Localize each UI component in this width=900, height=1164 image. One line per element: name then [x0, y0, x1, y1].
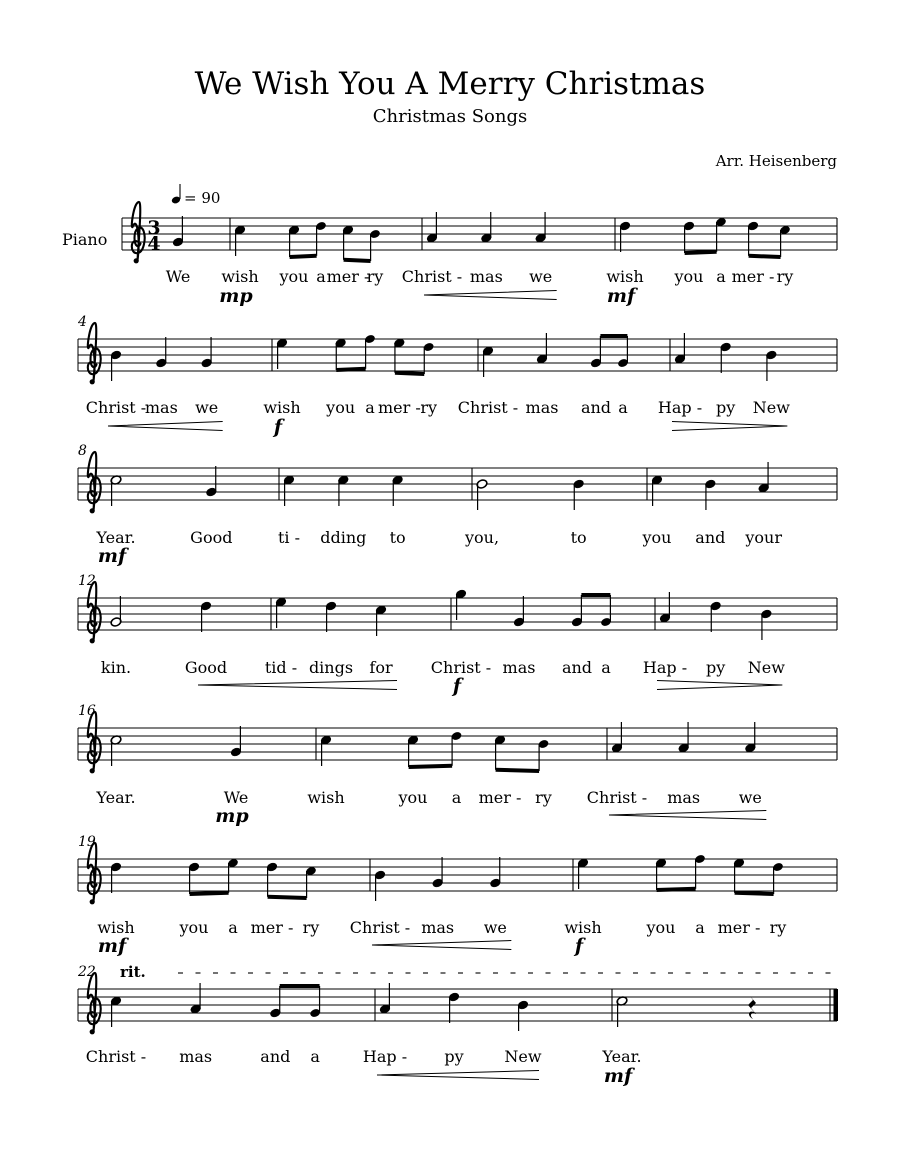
lyric-syllable: ti - [277, 528, 301, 547]
lyric-syllable: mer - [478, 788, 522, 807]
dynamic-marking: f [574, 935, 584, 957]
lyric-syllable: Christ - [430, 658, 492, 677]
lyric-syllable: mer - [731, 267, 775, 286]
lyric-syllable: mas [667, 788, 701, 807]
eighth-beam [735, 893, 774, 894]
measure-number: 16 [78, 703, 96, 719]
measure-number: 4 [78, 314, 87, 330]
lyric-syllable: Christ - [85, 398, 147, 417]
lyric-syllable: ry [420, 398, 438, 417]
lyric-syllable: mer - [250, 918, 294, 937]
lyric-syllable: and [695, 528, 726, 547]
lyric-syllable: and [580, 398, 612, 417]
lyric-syllable: a [310, 1047, 320, 1066]
lyric-syllable: you [279, 267, 309, 286]
lyric-syllable: wish [97, 918, 135, 937]
lyric-syllable: Year. [96, 528, 136, 547]
lyric-syllable: Christ - [85, 1047, 147, 1066]
treble-clef-tail-icon [90, 508, 95, 513]
lyric-syllable: New [747, 658, 785, 677]
lyric-syllable: mas [421, 918, 455, 937]
lyric-syllable: and [260, 1047, 291, 1066]
lyric-syllable: you [642, 528, 672, 547]
lyric-syllable: ry [769, 918, 787, 937]
lyric-syllable: New [504, 1047, 542, 1066]
lyric-syllable: ry [366, 267, 384, 286]
lyric-syllable: a [695, 918, 705, 937]
ritardando-text: rit. [120, 963, 146, 981]
lyric-syllable: your [745, 528, 782, 547]
lyric-syllable: mas [144, 398, 178, 417]
lyric-syllable: dings [308, 658, 354, 677]
lyric-syllable: Year. [96, 788, 136, 807]
lyric-syllable: to [570, 528, 587, 547]
lyric-syllable: mer - [377, 398, 421, 417]
treble-clef-tail-icon [134, 258, 139, 263]
measure-number: 8 [78, 443, 87, 459]
lyric-syllable: we [529, 267, 553, 286]
treble-clef-tail-icon [90, 899, 95, 904]
eighth-beam [190, 893, 229, 894]
lyric-syllable: mas [179, 1047, 213, 1066]
lyric-syllable: tid - [264, 658, 298, 677]
treble-clef-tail-icon [90, 768, 95, 773]
eighth-beam [290, 256, 317, 257]
time-signature-lower: 4 [147, 233, 161, 255]
lyric-syllable: ry [535, 788, 552, 807]
instrument-name: Piano [62, 230, 108, 249]
lyric-syllable: we [738, 788, 762, 807]
dynamic-marking: f [452, 675, 462, 697]
lyric-syllable: a [365, 398, 375, 417]
lyric-syllable: wish [307, 788, 345, 807]
dynamic-marking: mp [215, 805, 249, 827]
lyric-syllable: you [179, 918, 209, 937]
eighth-beam [344, 260, 371, 261]
lyric-syllable: dding [320, 528, 367, 547]
lyric-syllable: py [706, 658, 726, 677]
lyric-syllable: a [316, 267, 326, 286]
lyric-syllable: wish [221, 267, 259, 286]
lyric-syllable: mer - [326, 267, 370, 286]
lyric-syllable: wish [564, 918, 602, 937]
measure-number: 22 [78, 964, 96, 980]
lyric-syllable: you, [464, 528, 500, 547]
treble-clef-tail-icon [90, 638, 95, 643]
lyric-syllable: mer - [717, 918, 761, 937]
lyric-syllable: kin. [100, 658, 132, 677]
eighth-beam [336, 369, 365, 370]
lyric-syllable: a [618, 398, 628, 417]
eighth-beam [685, 252, 717, 253]
lyric-syllable: We [223, 788, 249, 807]
lyric-syllable: ry [776, 267, 794, 286]
dynamic-marking: mf [97, 545, 127, 567]
lyric-syllable: mas [525, 398, 559, 417]
dynamic-marking: mf [97, 935, 127, 957]
time-signature-upper: 3 [147, 217, 161, 239]
lyric-syllable: wish [606, 267, 644, 286]
dynamic-marking: mf [603, 1065, 633, 1087]
lyric-syllable: for [369, 658, 393, 677]
song-title: We Wish You A Merry Christmas [194, 66, 706, 102]
arranger-credit: Arr. Heisenberg [715, 152, 837, 170]
eighth-beam [268, 897, 307, 898]
lyric-syllable: Christ - [457, 398, 519, 417]
lyric-syllable: you [674, 267, 704, 286]
eighth-beam [657, 889, 696, 890]
lyric-syllable: mas [502, 658, 536, 677]
measure-number: 12 [78, 573, 96, 589]
final-barline-thick [834, 989, 839, 1021]
lyric-syllable: a [601, 658, 611, 677]
lyric-syllable: Good [190, 528, 233, 547]
lyric-syllable: we [195, 398, 219, 417]
lyric-syllable: Hap - [642, 658, 688, 677]
lyric-syllable: Christ - [349, 918, 411, 937]
lyric-syllable: we [483, 918, 507, 937]
lyric-syllable: you [398, 788, 428, 807]
lyric-syllable: New [752, 398, 790, 417]
lyric-syllable: wish [263, 398, 301, 417]
song-subtitle: Christmas Songs [372, 106, 528, 127]
dynamic-marking: f [273, 416, 283, 438]
treble-clef-tail-icon [90, 379, 95, 384]
lyric-syllable: mas [469, 267, 503, 286]
dynamic-marking: mf [606, 285, 636, 307]
eighth-beam [409, 766, 453, 767]
lyric-syllable: Year. [602, 1047, 642, 1066]
eighth-beam [749, 256, 781, 257]
lyric-syllable: ry [302, 918, 320, 937]
treble-clef-tail-icon [90, 1029, 95, 1034]
lyric-syllable: a [228, 918, 238, 937]
lyric-syllable: to [389, 528, 406, 547]
dynamic-marking: mp [219, 285, 253, 307]
eighth-beam [496, 770, 539, 771]
lyric-syllable: a [451, 788, 462, 807]
lyric-syllable: Good [184, 658, 228, 677]
lyric-syllable: py [444, 1047, 464, 1066]
lyric-syllable: Hap - [362, 1047, 408, 1066]
lyric-syllable: you [646, 918, 676, 937]
measure-number: 19 [78, 834, 96, 850]
lyric-syllable: Christ - [586, 788, 648, 807]
lyric-syllable: Christ - [401, 267, 463, 286]
lyric-syllable: a [716, 267, 726, 286]
lyric-syllable: py [716, 398, 736, 417]
tempo-value: = 90 [184, 189, 221, 207]
eighth-beam [395, 373, 424, 374]
lyric-syllable: you [326, 398, 356, 417]
lyric-syllable: We [165, 267, 191, 286]
lyric-syllable: and [561, 658, 593, 677]
lyric-syllable: Hap - [657, 398, 703, 417]
